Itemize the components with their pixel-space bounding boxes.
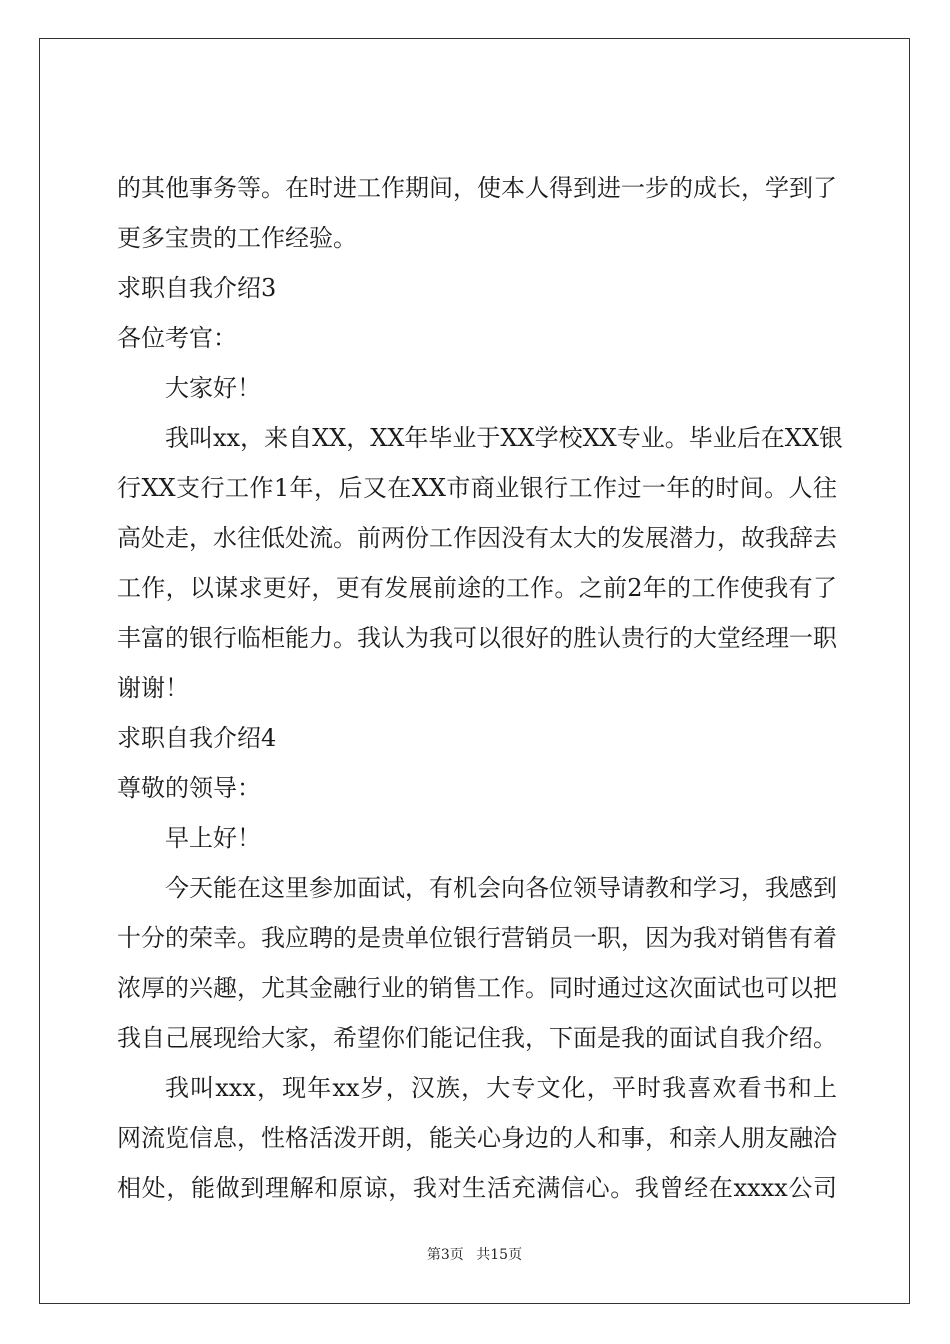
- salutation: 各位考官：: [117, 324, 237, 352]
- text-line: 的其他事务等。在时进工作期间，使本人得到进一步的成长，学到了: [117, 174, 837, 202]
- document-page: [39, 38, 910, 1304]
- text-line: 我叫xxx，现年xx岁，汉族，大专文化，平时我喜欢看书和上: [165, 1074, 837, 1102]
- section-heading: 求职自我介绍3: [117, 274, 277, 302]
- document-body: [117, 163, 843, 1213]
- text-line: 谢谢！: [117, 674, 189, 702]
- page-total: 共15页: [476, 1247, 523, 1263]
- text-line: 十分的荣幸。我应聘的是贵单位银行营销员一职，因为我对销售有着: [117, 924, 837, 952]
- section-heading: 求职自我介绍4: [117, 724, 277, 752]
- text-line: 丰富的银行临柜能力。我认为我可以很好的胜认贵行的大堂经理一职: [117, 624, 837, 652]
- greeting: 大家好！: [165, 374, 261, 402]
- text-line: 网流览信息，性格活泼开朗，能关心身边的人和事，和亲人朋友融洽: [117, 1124, 837, 1152]
- salutation: 尊敬的领导：: [117, 774, 261, 802]
- text-line: 工作，以谋求更好，更有发展前途的工作。之前2年的工作使我有了: [117, 574, 837, 602]
- text-line: 我叫xx，来自XX，XX年毕业于XX学校XX专业。毕业后在XX银: [165, 424, 843, 452]
- greeting: 早上好！: [165, 824, 261, 852]
- text-line: 今天能在这里参加面试，有机会向各位领导请教和学习，我感到: [165, 874, 837, 902]
- page-number: 第3页: [426, 1247, 464, 1263]
- text-line: 浓厚的兴趣，尤其金融行业的销售工作。同时通过这次面试也可以把: [117, 974, 837, 1002]
- text-line: 相处，能做到理解和原谅，我对生活充满信心。我曾经在xxxx公司: [117, 1174, 837, 1202]
- page-footer: [40, 1244, 909, 1264]
- text-line: 高处走，水往低处流。前两份工作因没有太大的发展潜力，故我辞去: [117, 524, 837, 552]
- text-line: 我自己展现给大家，希望你们能记住我，下面是我的面试自我介绍。: [117, 1024, 837, 1052]
- text-line: 行XX支行工作1年，后又在XX市商业银行工作过一年的时间。人往: [117, 474, 837, 502]
- text-line: 更多宝贵的工作经验。: [117, 224, 357, 252]
